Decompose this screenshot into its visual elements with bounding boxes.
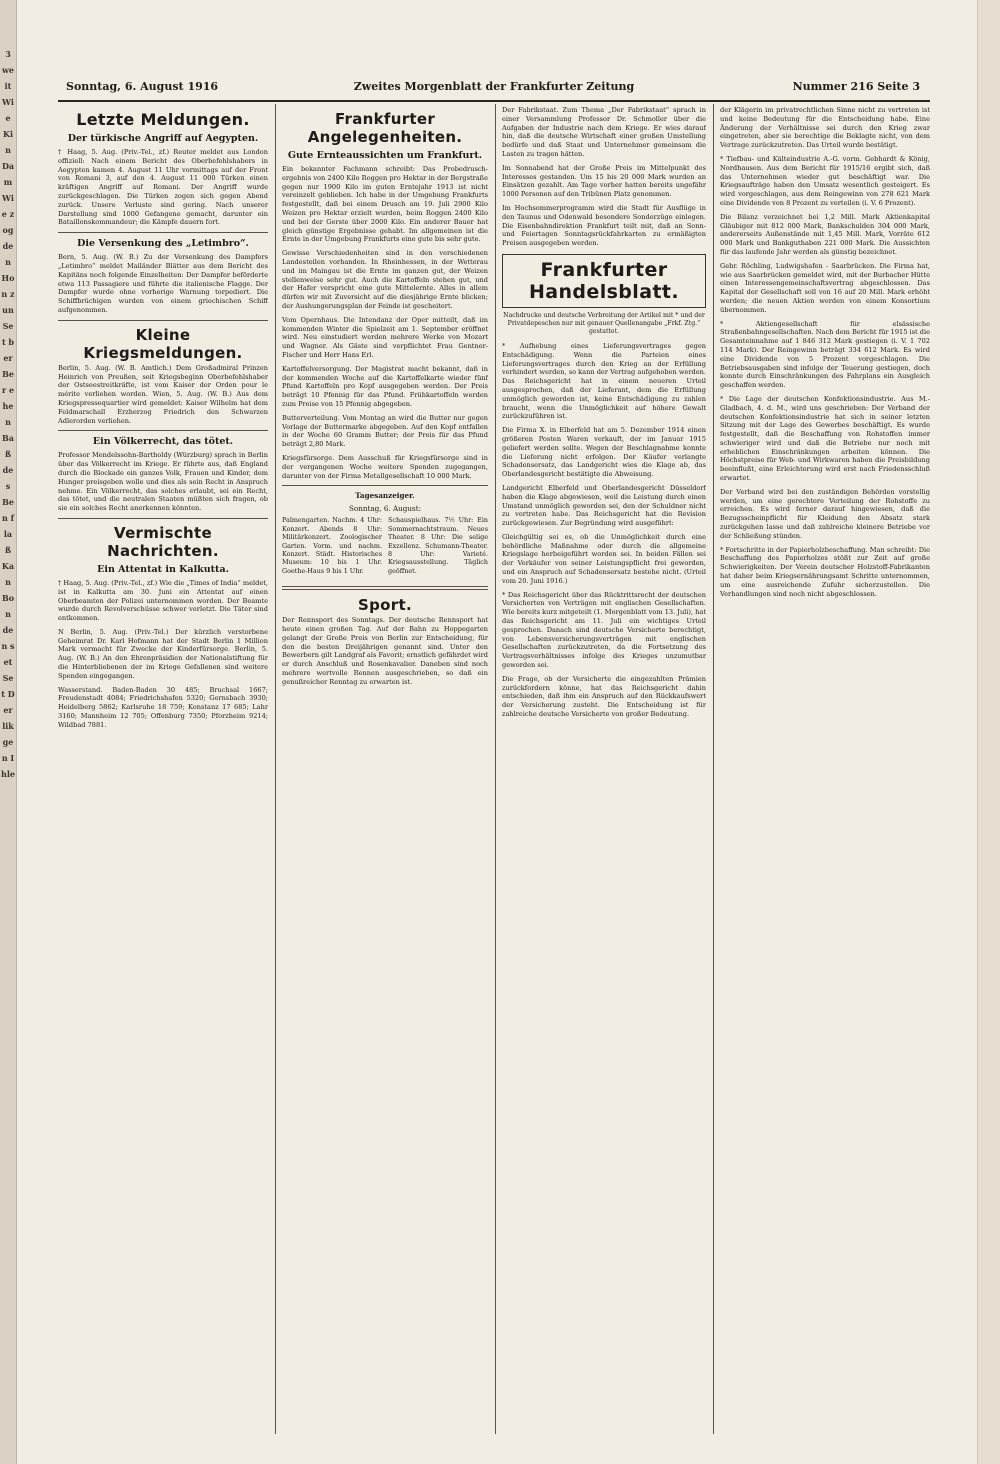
tagesanzeiger-left: Palmengarten. Nachm. 4 Uhr: Konzert. Abends 8 Uhr: Militärkonzert. Zoologischer Garten. Vorm. und nachm. Konzert. Städt. Historisches Museum: 10 bis 1 Uhr. Goethe-Haus 9 bis 1 Uhr. <box>282 516 382 575</box>
headline-sport: Sport. <box>358 596 412 615</box>
article-paragraph: † Haag, 5. Aug. (Priv.-Tel., zf.) Wie die „Times of India“ meldet, ist in Kalkutta am 30. Juni ein Attentat auf einen Oberbeamten der Polizei unternommen worden. Der Beamte wurde durch Revolverschüsse schwer verletzt. Die Täter sind entkommen. <box>58 578 268 623</box>
article-paragraph: Wasserstand. Baden-Baden 30 485; Bruchsal 1667; Freudenstadt 4084; Friedrichshafen 5320; Gernsbach 3930; Heidelberg 5862; Karlsruhe 18 759; Konstanz 17 685; Lahr 3160; Mannheim 12 705; Offenburg 7350; Pforzheim 9214; Wildbad 7881. <box>58 685 268 729</box>
divider <box>282 586 488 590</box>
masthead <box>58 78 930 102</box>
tagesanzeiger-right: Schauspielhaus. 7½ Uhr: Ein Sommernachtstraum. Neues Theater. 8 Uhr: Die selige Exzellenz. Schumann-Theater. 8 Uhr: Varieté. Kriegsausstellung. Täglich geöffnet. <box>388 516 488 575</box>
article-paragraph: * Aufhebung eines Lieferungsvertrages gegen Entschädigung. Wenn die Parteien eines Lieferungsvertrages durch den Krieg an der Erfüllung verhindert werden, so kann der Vertrag aufgehoben werden. Das Reichsgericht hat in einem neueren Urteil ausgesprochen, daß der Lieferant, dem die Erfüllung unmöglich geworden ist, keine Entschädigung zu zahlen braucht, wenn die Unmöglichkeit auf höhere Gewalt zurückzuführen ist. <box>502 341 706 421</box>
article-paragraph: Der Verband wird bei den zuständigen Behörden vorstellig werden, um eine gerechtere Verteilung der Rohstoffe zu erreichen. Es wird ferner darauf hingewiesen, daß die Bezugsscheinpflicht für Kleidung den Absatz stark zurückgehen lasse und daß zahlreiche kleinere Betriebe vor der Schließung stünden. <box>720 487 930 540</box>
headline-frankfurter-angelegenheiten: Frankfurter Angelegenheiten. <box>307 110 463 146</box>
article-paragraph: Die Firma X. in Elberfeld hat am 5. Dezember 1914 einen größeren Posten Waren verkauft, der im Januar 1915 geliefert werden sollte. Wegen der Beschlagnahme konnte die Lieferung nicht erfolgen. Der Käufer verlangte Schadensersatz, das Landgericht wies die Klage ab, das Oberlandesgericht bestätigte die Abweisung. <box>502 426 706 479</box>
adjacent-page-text: 3 weit Wie Kin Dam Wie zog den Hon zun Set ber Ber ehen Baß des Ben flaß Kan Bon den set Set Der lik gen Ihle <box>1 49 15 779</box>
masthead-title: Zweites Morgenblatt der Frankfurter Zeitung <box>353 80 635 93</box>
masthead-page-number: Nummer 216 Seite 3 <box>792 80 920 93</box>
article-paragraph: Ein bekannter Fachmann schreibt: Das Probedrusch-ergebnis von 2400 Kilo Roggen pro Hektar in der Bergstraße gegen nur 1900 Kilo im guten Erntejahr 1913 ist nicht vereinzelt geblieben. Ich habe in der Umgebung Frankfurts festgestellt, daß bei einem Drusch am 19. Juli 2900 Kilo Weizen pro Hektar erzielt wurden, beim Roggen 2400 Kilo und bei der Gerste über 2000 Kilo. Ein anderer Bauer hat gleich günstige Ergebnisse gehabt. Im allgemeinen ist die Ernte in der Umgebung Frankfurts eine gute bis sehr gute. <box>282 165 488 244</box>
article-paragraph: Professor Mendelssohn-Bartholdy (Würzburg) sprach in Berlin über das Völkerrecht im Kriege. Er führte aus, daß England durch die Blockade ein ganzes Volk, Frauen und Kinder, dem Hunger preisgeben wolle und dies als sein Recht in Anspruch nehme. Ein Völkerrecht, das solches erlaubt, sei ein Recht, das tötet, und die neutralen Staaten müßten sich fragen, ob sie ein solches Recht anerkennen könnten. <box>58 451 268 513</box>
divider <box>282 485 488 486</box>
divider <box>58 518 268 519</box>
article-paragraph: Die Frage, ob der Versicherte die eingezahlten Prämien zurückfordern könne, hat das Reichsgericht dahin entschieden, daß ihm ein Anspruch auf den Rückkaufswert der Versicherung zusteht. Die Entscheidung ist für zahlreiche deutsche Versicherte von großer Bedeutung. <box>502 674 706 719</box>
reprint-notice: Nachdrucke und deutsche Verbreitung der Artikel mit * und der Privatdepeschen nur mit genauer Quellenangabe „Frkf. Ztg.“ gestattet. <box>503 311 705 335</box>
column-rule-1 <box>275 104 276 1434</box>
article-paragraph: Im Sonnabend hat der Große Preis im Mittelpunkt des Interesses gestanden. Um 15 bis 20 000 Mark wurden an Einsätzen gezahlt. Am Tage vorher hatten bereits ungefähr 1000 Personen auf den Tribünen Platz genommen. <box>502 163 706 199</box>
article-paragraph: der Klägerin im privatrechtlichen Sinne nicht zu vertreten ist und keine Bedeutung für die Entscheidung habe. Eine Änderung der Verhältnisse sei durch den Krieg zwar eingetreten, aber sie berechtige die Beklagte nicht, von dem Vertrage zurückzutreten. Das Urteil wurde bestätigt. <box>720 106 930 150</box>
article-paragraph: Landgericht Elberfeld und Oberlandesgericht Düsseldorf haben die Klage abgewiesen, weil die Leistung durch einen Umstand unmöglich geworden sei, den der Schuldner nicht zu vertreten habe. Das Reichsgericht hat die Revision zurückgewiesen. Zur Begründung wird ausgeführt: <box>502 483 706 528</box>
subhead-ernteaussichten: Gute Ernteaussichten um Frankfurt. <box>287 150 483 161</box>
article-paragraph: Der Fabrikstaat. Zum Thema „Der Fabrikstaat“ sprach in einer Versammlung Professor Dr. Schmoller über die Aufgaben der Industrie nach dem Kriege. Er wies darauf hin, daß die deutsche Wirtschaft einer großen Umstellung bedürfe und daß Staat und Unternehmer gemeinsam die Lasten zu tragen hätten. <box>502 106 706 158</box>
column-rule-2 <box>495 104 496 1434</box>
article-paragraph: Der Rennsport des Sonntags. Der deutsche Rennsport hat heute einen großen Tag. Auf der Bahn zu Hoppegarten gelangt der Große Preis von Berlin zur Entscheidung, für den die besten Dreijährigen genannt sind. Unter den Bewerbern gilt Landgraf als Favorit; ernstlich gefährdet wird er durch Anschluß und Rosenkavalier. Daneben sind noch mehrere wertvolle Rennen ausgeschrieben, so daß ein genußreicher Renntag zu erwarten ist. <box>282 616 488 686</box>
article-paragraph: Gebr. Röchling, Ludwigshafen - Saarbrücken. Die Firma hat, wie aus Saarbrücken gemeldet wird, mit der Burbacher Hütte einen Interessengemeinschaftsvertrag abgeschlossen. Das Kapital der Gesellschaft soll von 16 auf 20 Mill. Mark erhöht werden; die neuen Aktien werden von einem Konsortium übernommen. <box>720 261 930 314</box>
column-4 <box>720 106 930 1436</box>
column-rule-3 <box>713 104 714 1434</box>
headline-frankfurter-handelsblatt: Frankfurter Handelsblatt. <box>502 254 706 308</box>
page-edge-right <box>977 0 1000 1464</box>
tagesanzeiger-listing <box>282 516 488 580</box>
article-paragraph: Bern, 5. Aug. (W. B.) Zu der Versenkung des Dampfers „Letimbro“ meldet Mailänder Blätter aus dem Bericht des Kapitäns noch folgende Einzelheiten: Der Dampfer beförderte etwa 113 Passagiere und führte die italienische Flagge. Der Dampfer wurde ohne vorherige Warnung torpediert. Die Schiffbrüchigen wurden von einem griechischen Schiff aufgenommen. <box>58 253 268 314</box>
headline-letzte-meldungen: Letzte Meldungen. <box>76 110 250 129</box>
article-paragraph: * Das Reichsgericht über das Rücktrittsrecht der deutschen Versicherten von Verträgen mit englischen Gesellschaften. Wie bereits kurz mitgeteilt (1. Morgenblatt vom 13. Juli), hat das Reichsgericht am 11. Juli ein wichtiges Urteil gesprochen. Danach sind deutsche Versicherte berechtigt, von Lebensversicherungsverträgen mit englischen Gesellschaften zurückzutreten, da die Fortsetzung des Vertragsverhältnisses infolge des Krieges unzumutbar geworden sei. <box>502 590 706 670</box>
column-1 <box>58 106 268 1436</box>
subhead-attentat-kalkutta: Ein Attentat in Kalkutta. <box>97 563 229 575</box>
divider <box>58 320 268 321</box>
article-paragraph: * Aktiengesellschaft für elsässische Straßenbahngesellschaften. Nach dem Bericht für 1915 ist die Gesamteinnahme auf 1 846 312 Mark gestiegen (i. V. 1 702 114 Mark). Der Reingewinn beträgt 334 612 Mark. Es wird eine Dividende von 5 Prozent vorgeschlagen. Die Betriebsausgaben sind infolge der Teuerung gestiegen, doch konnte durch Einschränkungen des Fahrplans ein Ausgleich geschaffen werden. <box>720 319 930 390</box>
article-paragraph: Gewisse Verschiedenheiten sind in den verschiedenen Landesteilen vorhanden. In Rheinhessen, in der Wetterau und im Maingau ist die Ernte im ganzen gut, der Weizen stellenweise sehr gut. Auch die Kartoffeln stehen gut, und der Hafer verspricht eine gute Mittelernte. Alles in allem dürfen wir mit Zuversicht auf die diesjährige Ernte blicken; der Aushungerungsplan der Feinde ist gescheitert. <box>282 249 488 310</box>
article-paragraph: Gleichgültig sei es, ob die Unmöglichkeit durch eine behördliche Maßnahme oder durch die allgemeine Kriegslage herbeigeführt worden sei. In beiden Fällen sei der Verkäufer von seiner Leistungspflicht frei geworden, und ein Anspruch auf Schadensersatz bestehe nicht. (Urteil vom 20. Juni 1916.) <box>502 532 706 585</box>
article-paragraph: Kriegsfürsorge. Dem Ausschuß für Kriegsfürsorge sind in der vergangenen Woche weitere Spenden zugegangen, darunter von der Firma Metallgesellschaft 10 000 Mark. <box>282 453 488 480</box>
tagesanzeiger-date: Sonntag, 6. August: <box>348 504 422 514</box>
headline-letimbro: Die Versenkung des „Letimbro“. <box>77 238 249 250</box>
headline-kleine-kriegsmeldungen: Kleine Kriegsmeldungen. <box>83 325 243 362</box>
adjacent-page-edge <box>0 0 17 1464</box>
divider <box>58 232 268 233</box>
subhead-tuerkischer-angriff: Der türkische Angriff auf Aegypten. <box>67 133 259 144</box>
article-paragraph: Berlin, 5. Aug. (W. B. Amtlich.) Dem Großadmiral Prinzen Heinrich von Preußen, seit Kriegsbeginn Oberbefehlshaber der Ostseestreitkräfte, ist vom Kaiser der Orden pour le mérite verliehen worden. Wien, 5. Aug. (W. B.) Aus dem Kriegspressequartier wird gemeldet: Kaiser Wilhelm hat dem Feldmarschall Erzherzog Friedrich den Schwarzen Adlerorden verliehen. <box>58 363 268 425</box>
article-paragraph: * Die Lage der deutschen Konfektionsindustrie. Aus M.-Gladbach, 4. d. M., wird uns geschrieben: Der Verband der deutschen Konfektionsindustrie hat sich in seiner letzten Sitzung mit der Lage des Gewerbes beschäftigt. Es wurde festgestellt, daß die Beschaffung von Rohstoffen immer schwieriger wird und daß die Betriebe nur noch mit erheblichen Einschränkungen arbeiten können. Die Höchstpreise für Web- und Wirkwaren haben die Preisbildung beeinflußt, eine Erleichterung wird erst nach Friedensschluß erwartet. <box>720 394 930 483</box>
article-paragraph: Im Hochsommerprogramm wird die Stadt für Ausflüge in den Taunus und Odenwald besondere Sonderzüge einlegen. Die Eisenbahndirektion Frankfurt teilt mit, daß an Sonn- und Feiertagen Sonntagsrückfahrkarten zu ermäßigten Preisen ausgegeben werden. <box>502 203 706 248</box>
headline-vermischte-nachrichten: Vermischte Nachrichten. <box>107 523 219 560</box>
column-2 <box>282 106 488 1436</box>
masthead-date: Sonntag, 6. August 1916 <box>66 80 219 93</box>
article-paragraph: Kartoffelversorgung. Der Magistrat macht bekannt, daß in der kommenden Woche auf die Kartoffelkarte wieder fünf Pfund Kartoffeln pro Kopf ausgegeben werden. Der Preis beträgt 10 Pfennig für das Pfund. Frühkartoffeln werden zum Preise von 15 Pfennig abgegeben. <box>282 364 488 408</box>
article-paragraph: N Berlin, 5. Aug. (Priv.-Tel.) Der kürzlich verstorbene Geheimrat Dr. Karl Hofmann hat der Stadt Berlin 1 Million Mark vermacht für Zwecke der Kinderfürsorge. Berlin, 5. Aug. (W. B.) An den Ehrenpräsidien der Nationalstiftung für die Hinterbliebenen der im Kriege Gefallenen sind weitere Spenden eingegangen. <box>58 627 268 680</box>
article-paragraph: Die Bilanz verzeichnet bei 1,2 Mill. Mark Aktienkapital Gläubiger mit 812 000 Mark, Bankschulden 304 000 Mark, andererseits Außenstände mit 1,45 Mill. Mark, Vorräte 612 000 Mark und Bankguthaben 221 000 Mark. Die Aussichten für das laufende Jahr werden als günstig bezeichnet. <box>720 212 930 256</box>
article-paragraph: * Fortschritte in der Papierholzbeschaffung. Man schreibt: Die Beschaffung des Papierholzes stößt zur Zeit auf große Schwierigkeiten. Der Verein deutscher Holzstoff-Fabrikanten hat daher beim Kriegsernährungsamt Schritte unternommen, um eine ausreichende Zufuhr sicherzustellen. Die Verhandlungen sind noch nicht abgeschlossen. <box>720 545 930 598</box>
headline-voelkerrecht: Ein Völkerrecht, das tötet. <box>92 436 234 448</box>
article-paragraph: * Tiefbau- und Kälteindustrie A.-G. vorm. Gebhardt & König, Nordhausen. Aus dem Bericht für 1915/16 ergibt sich, daß das Unternehmen wieder gut beschäftigt war. Die Kriegsaufträge haben den Umsatz wesentlich gesteigert. Es wird vorgeschlagen, aus dem Reingewinn von 278 621 Mark eine Dividende von 8 Prozent zu verteilen (i. V. 6 Prozent). <box>720 154 930 207</box>
column-3 <box>502 106 706 1436</box>
article-paragraph: Butterverteilung. Vom Montag an wird die Butter nur gegen Vorlage der Buttermarke abgegeben. Auf den Kopf entfallen in der Woche 60 Gramm Butter; der Preis für das Pfund beträgt 2,80 Mark. <box>282 413 488 449</box>
article-paragraph: Vom Opernhaus. Die Intendanz der Oper mitteilt, daß im kommenden Winter die Spielzeit am 1. September eröffnet wird. Neu einstudiert werden mehrere Werke von Mozart und Wagner. Als Gäste sind verpflichtet Frau Gentner-Fischer und Herr Hans Erl. <box>282 315 488 359</box>
divider <box>58 430 268 431</box>
tagesanzeiger-heading: Tagesanzeiger. <box>355 491 415 501</box>
article-paragraph: † Haag, 5. Aug. (Priv.-Tel., zf.) Reuter meldet aus London offiziell: Nach einem Bericht des Oberbefehlshabers in Aegypten kamen 4. August 11 Uhr vormittags auf der Front von Romani 3, auf den 4. August 11 000 Türken einen kräftigen Angriff auf Romani. Der Angriff wurde zurückgeschlagen. Die Türken zogen sich gegen Abend zurück. Unsere Verluste sind gering. Nach unserer Darstellung sind 1000 Gefangene gemacht, darunter ein Bataillonskommandeur; die Kämpfe dauern fort. <box>58 148 268 227</box>
